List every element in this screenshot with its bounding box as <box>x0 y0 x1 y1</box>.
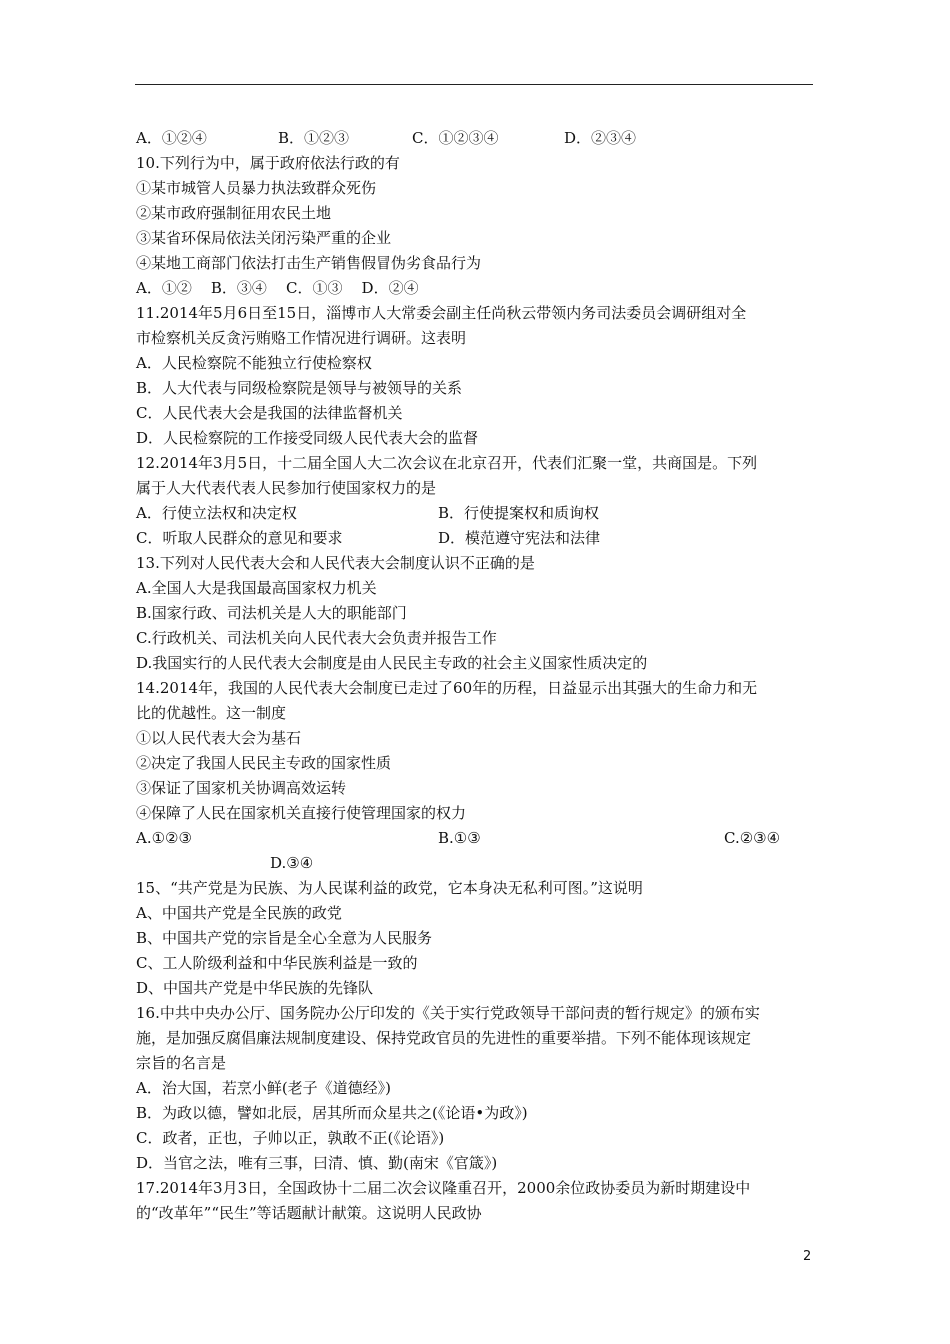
q13-stem: 13.下列对人民代表大会和人民代表大会制度认识不正确的是 <box>136 554 535 572</box>
q9-options <box>136 126 816 151</box>
q11-option-c: C．人民代表大会是我国的法律监督机关 <box>136 404 403 422</box>
q11-option-b: B．人大代表与同级检察院是领导与被领导的关系 <box>136 379 463 397</box>
header-rule <box>135 84 813 85</box>
q14-item-1: ①以人民代表大会为基石 <box>136 729 302 747</box>
q9-option-b: B．①②③ <box>278 129 350 147</box>
q14-option-d: D.③④ <box>270 854 314 872</box>
q13-option-a: A.全国人大是我国最高国家权力机关 <box>136 579 377 597</box>
q16-stem-line1: 16.中共中央办公厅、国务院办公厅印发的《关于实行党政领导干部问责的暂行规定》的颁布实 <box>136 1004 760 1022</box>
q11-option-a: A．人民检察院不能独立行使检察权 <box>136 354 372 372</box>
q14-item-4: ④保障了人民在国家机关直接行使管理国家的权力 <box>136 804 467 822</box>
q16-option-a: A．治大国，若烹小鲜(老子《道德经》) <box>136 1079 392 1097</box>
q10-item-1: ①某市城管人员暴力执法致群众死伤 <box>136 179 377 197</box>
q15-option-c: C、工人阶级利益和中华民族利益是一致的 <box>136 954 418 972</box>
q9-option-a: A．①②④ <box>136 129 207 147</box>
q14-stem-line1: 14.2014年，我国的人民代表大会制度已走过了60年的历程，日益显示出其强大的生命力和无 <box>136 679 758 697</box>
q17-stem-line1: 17.2014年3月3日，全国政协十二届二次会议隆重召开，2000余位政协委员为新时期建设中 <box>136 1179 751 1197</box>
q10-item-2: ②某市政府强制征用农民土地 <box>136 204 332 222</box>
q16-option-b: B．为政以德，譬如北辰，居其所而众星共之(《论语•为政》) <box>136 1104 528 1122</box>
q14-options-row2 <box>136 851 816 876</box>
q14-option-c: C.②③④ <box>724 829 781 847</box>
q15-option-b: B、中国共产党的宗旨是全心全意为人民服务 <box>136 929 433 947</box>
q14-item-2: ②决定了我国人民民主专政的国家性质 <box>136 754 392 772</box>
q15-option-d: D、中国共产党是中华民族的先锋队 <box>136 979 374 997</box>
q11-option-d: D．人民检察院的工作接受同级人民代表大会的监督 <box>136 429 479 447</box>
q11-stem-line1: 11.2014年5月6日至15日，淄博市人大常委会副主任尚秋云带领内务司法委员会调研组对全 <box>136 304 747 322</box>
page-number: 2 <box>803 1249 812 1264</box>
q13-option-d: D.我国实行的人民代表大会制度是由人民民主专政的社会主义国家性质决定的 <box>136 654 648 672</box>
q17-stem-line2: 的“改革年”“民生”等话题献计献策。这说明人民政协 <box>136 1204 482 1222</box>
q12-option-c: C．听取人民群众的意见和要求 <box>136 529 343 547</box>
q12-option-a: A．行使立法权和决定权 <box>136 504 297 522</box>
q13-option-b: B.国家行政、司法机关是人大的职能部门 <box>136 604 407 622</box>
q16-option-d: D．当官之法，唯有三事，曰清、慎、勤(南宋《官箴》) <box>136 1154 498 1172</box>
q14-stem-line2: 比的优越性。这一制度 <box>136 704 287 722</box>
q10-options: A．①② B．③④ C．①③ D．②④ <box>136 279 419 297</box>
q10-stem: 10.下列行为中，属于政府依法行政的有 <box>136 154 400 172</box>
q12-option-b: B．行使提案权和质询权 <box>438 504 600 522</box>
q14-options-row1 <box>136 826 816 851</box>
q9-option-c: C．①②③④ <box>412 129 499 147</box>
q16-stem-line3: 宗旨的名言是 <box>136 1054 227 1072</box>
q12-stem-line1: 12.2014年3月5日，十二届全国人大二次会议在北京召开，代表们汇聚一堂，共商国是。下列 <box>136 454 758 472</box>
q14-item-3: ③保证了国家机关协调高效运转 <box>136 779 347 797</box>
q16-stem-line2: 施，是加强反腐倡廉法规制度建设、保持党政官员的先进性的重要举措。下列不能体现该规定 <box>136 1029 752 1047</box>
q15-option-a: A、中国共产党是全民族的政党 <box>136 904 342 922</box>
q16-option-c: C．政者，正也，子帅以正，孰敢不正(《论语》) <box>136 1129 445 1147</box>
q9-option-d: D．②③④ <box>564 129 637 147</box>
q10-item-4: ④某地工商部门依法打击生产销售假冒伪劣食品行为 <box>136 254 482 272</box>
q11-stem-line2: 市检察机关反贪污贿赂工作情况进行调研。这表明 <box>136 329 467 347</box>
q13-option-c: C.行政机关、司法机关向人民代表大会负责并报告工作 <box>136 629 497 647</box>
q14-option-a: A.①②③ <box>136 829 192 847</box>
q12-option-d: D．模范遵守宪法和法律 <box>438 529 601 547</box>
q12-options-row2 <box>136 526 816 551</box>
q10-item-3: ③某省环保局依法关闭污染严重的企业 <box>136 229 392 247</box>
q12-stem-line2: 属于人大代表代表人民参加行使国家权力的是 <box>136 479 437 497</box>
q12-options-row1 <box>136 501 816 526</box>
q15-stem: 15、“共产党是为民族、为人民谋利益的政党，它本身决无私利可图。”这说明 <box>136 879 643 897</box>
page-content <box>136 126 816 1226</box>
q14-option-b: B.①③ <box>438 829 481 847</box>
